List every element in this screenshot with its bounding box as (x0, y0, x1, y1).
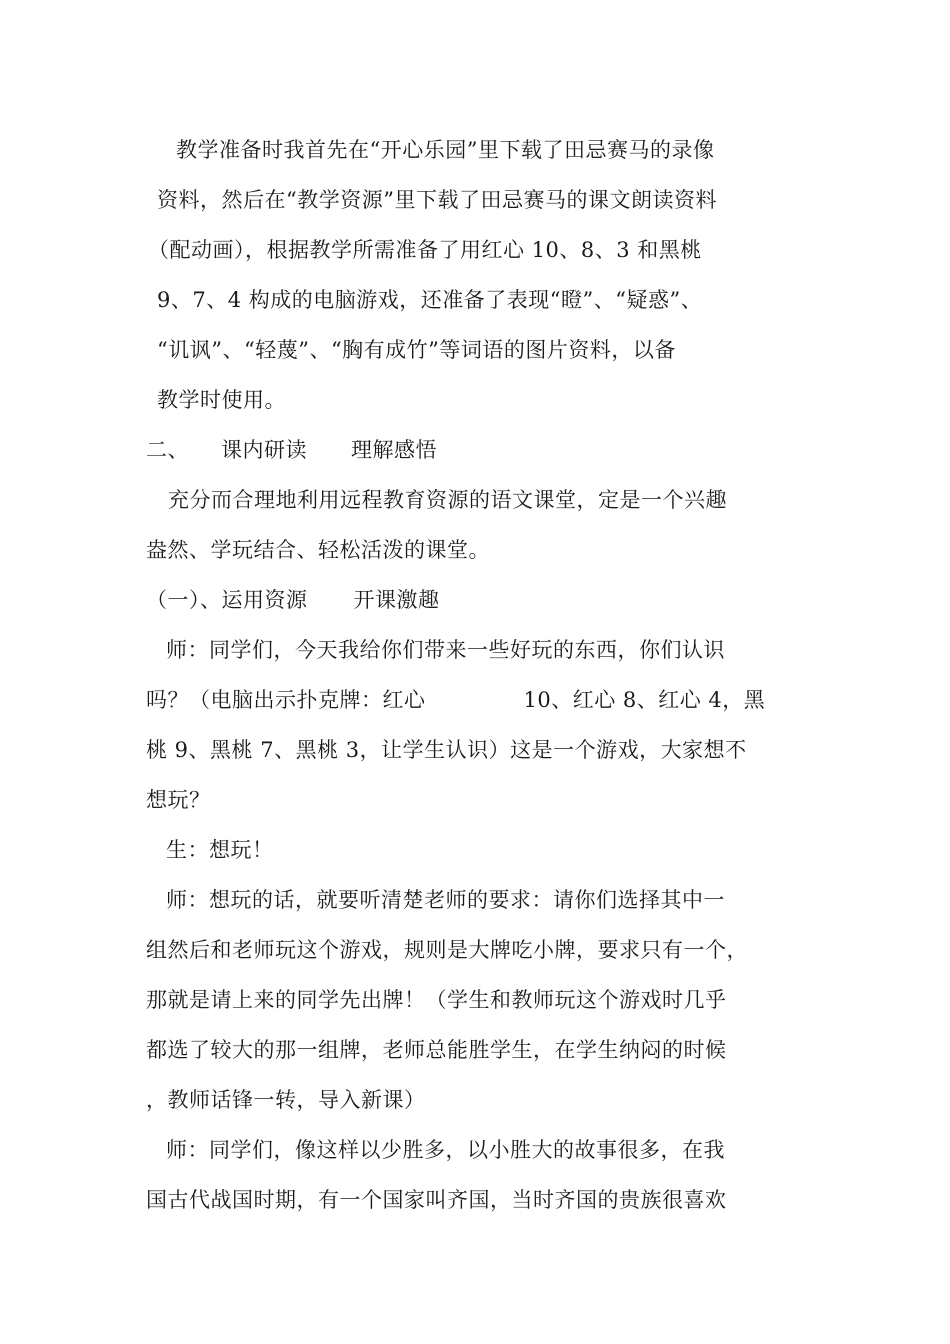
paragraph-line: 教学准备时我首先在“开心乐园”里下载了田忌赛马的录像 (176, 138, 715, 162)
paragraph-line: 那就是请上来的同学先出牌！（学生和教师玩这个游戏时几乎 (146, 988, 727, 1012)
paragraph-line: 资料，然后在“教学资源”里下载了田忌赛马的课文朗读资料 (157, 188, 717, 212)
paragraph-line: 生：想玩！ (166, 838, 274, 862)
paragraph-line: （配动画），根据教学所需准备了用红心 10、8、3 和黑桃 (148, 238, 702, 262)
paragraph-line: 9、7、4 构成的电脑游戏，还准备了表现“瞪”、“疑惑”、 (157, 288, 703, 312)
paragraph-line: 国古代战国时期，有一个国家叫齐国，当时齐国的贵族很喜欢 (146, 1188, 727, 1212)
paragraph-line: 盎然、学玩结合、轻松活泼的课堂。 (146, 538, 490, 562)
subsection-title-part: 开课激趣 (353, 588, 440, 612)
section-title-part: 理解感悟 (351, 438, 437, 462)
paragraph-line: 师：想玩的话，就要听清楚老师的要求：请你们选择其中一 (166, 888, 725, 912)
text-segment: 10、红心 8、红心 4，黑 (523, 688, 766, 712)
section-heading (146, 436, 437, 464)
text-segment: 吗？（电脑出示扑克牌：红心 (146, 688, 426, 712)
paragraph-line: 都选了较大的那一组牌，老师总能胜学生，在学生纳闷的时候 (146, 1038, 727, 1062)
paragraph-line: 想玩？ (146, 788, 211, 812)
paragraph-line: ，教师话锋一转，导入新课） (146, 1088, 426, 1112)
section-number: 二、 (146, 438, 189, 462)
paragraph-line: 桃 9、黑桃 7、黑桃 3，让学生认识）这是一个游戏，大家想不 (146, 738, 747, 762)
paragraph-line: 组然后和老师玩这个游戏，规则是大牌吃小牌，要求只有一个， (146, 938, 748, 962)
paragraph-line: 师：同学们，像这样以少胜多，以小胜大的故事很多，在我 (166, 1138, 725, 1162)
paragraph-line: 充分而合理地利用远程教育资源的语文课堂，定是一个兴趣 (168, 488, 727, 512)
subsection-title-part: （一）、运用资源 (146, 588, 308, 612)
section-title-part: 课内研读 (221, 438, 307, 462)
paragraph-line: 教学时使用。 (157, 388, 286, 412)
subsection-heading (146, 586, 440, 614)
paragraph-line: 师：同学们，今天我给你们带来一些好玩的东西，你们认识 (166, 638, 725, 662)
paragraph-line (146, 686, 765, 714)
paragraph-line: “讥讽”、“轻蔑”、“胸有成竹”等词语的图片资料，以备 (157, 338, 676, 362)
